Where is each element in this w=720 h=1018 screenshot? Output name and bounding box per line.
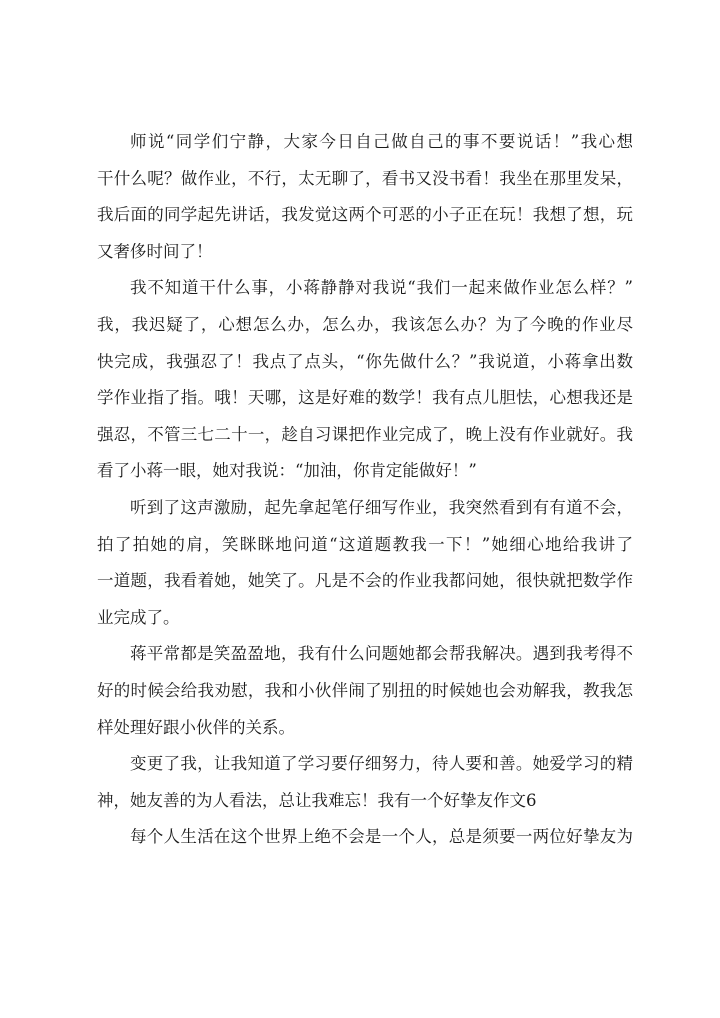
text-line: 看了小蒋一眼，她对我说：“加油，你肯定能做好！” bbox=[97, 461, 477, 481]
text-line: 拍了拍她的肩，笑眯眯地问道“这道题教我一下！”她细心地给我讲了 bbox=[97, 534, 633, 554]
text-line: 每个人生活在这个世界上绝不会是一个人，总是须要一两位好挚友为 bbox=[130, 827, 633, 847]
text-line: 我，我迟疑了，心想怎么办，怎么办，我该怎么办？为了今晚的作业尽 bbox=[97, 314, 633, 334]
paragraph bbox=[97, 270, 633, 490]
document-body bbox=[97, 124, 633, 856]
paragraph bbox=[97, 490, 633, 636]
text-line: 变更了我，让我知道了学习要仔细努力，待人要和善。她爱学习的精 bbox=[130, 754, 633, 774]
text-line: 神，她友善的为人看法，总让我难忘！我有一个好挚友作文6 bbox=[97, 790, 537, 810]
text-line: 业完成了。 bbox=[97, 607, 180, 627]
paragraph bbox=[97, 636, 633, 746]
text-line: 强忍，不管三七二十一，趁自习课把作业完成了，晚上没有作业就好。我 bbox=[97, 424, 633, 444]
text-line: 快完成，我强忍了！我点了点头，“你先做什么？”我说道，小蒋拿出数 bbox=[97, 351, 633, 371]
text-line: 蒋平常都是笑盈盈地，我有什么问题她都会帮我解决。遇到我考得不 bbox=[130, 644, 633, 664]
text-line: 干什么呢？做作业，不行，太无聊了，看书又没书看！我坐在那里发呆， bbox=[97, 168, 633, 188]
paragraph bbox=[97, 819, 633, 856]
text-line: 一道题，我看着她，她笑了。凡是不会的作业我都问她，很快就把数学作 bbox=[97, 571, 633, 591]
text-line: 我不知道干什么事，小蒋静静对我说“我们一起来做作业怎么样？” bbox=[130, 278, 633, 298]
text-line: 好的时候会给我劝慰，我和小伙伴闹了别扭的时候她也会劝解我，教我怎 bbox=[97, 680, 633, 700]
text-line: 师说“同学们宁静，大家今日自己做自己的事不要说话！”我心想 bbox=[130, 132, 633, 151]
text-line: 我后面的同学起先讲话，我发觉这两个可恶的小子正在玩！我想了想，玩 bbox=[97, 205, 633, 225]
text-line: 又奢侈时间了！ bbox=[97, 241, 213, 261]
text-line: 学作业指了指。哦！天哪，这是好难的数学！我有点儿胆怯，心想我还是 bbox=[97, 388, 633, 408]
text-line: 样处理好跟小伙伴的关系。 bbox=[97, 717, 295, 737]
text-line: 听到了这声激励，起先拿起笔仔细写作业，我突然看到有有道不会， bbox=[130, 497, 633, 517]
paragraph bbox=[97, 124, 633, 270]
paragraph bbox=[97, 746, 633, 819]
